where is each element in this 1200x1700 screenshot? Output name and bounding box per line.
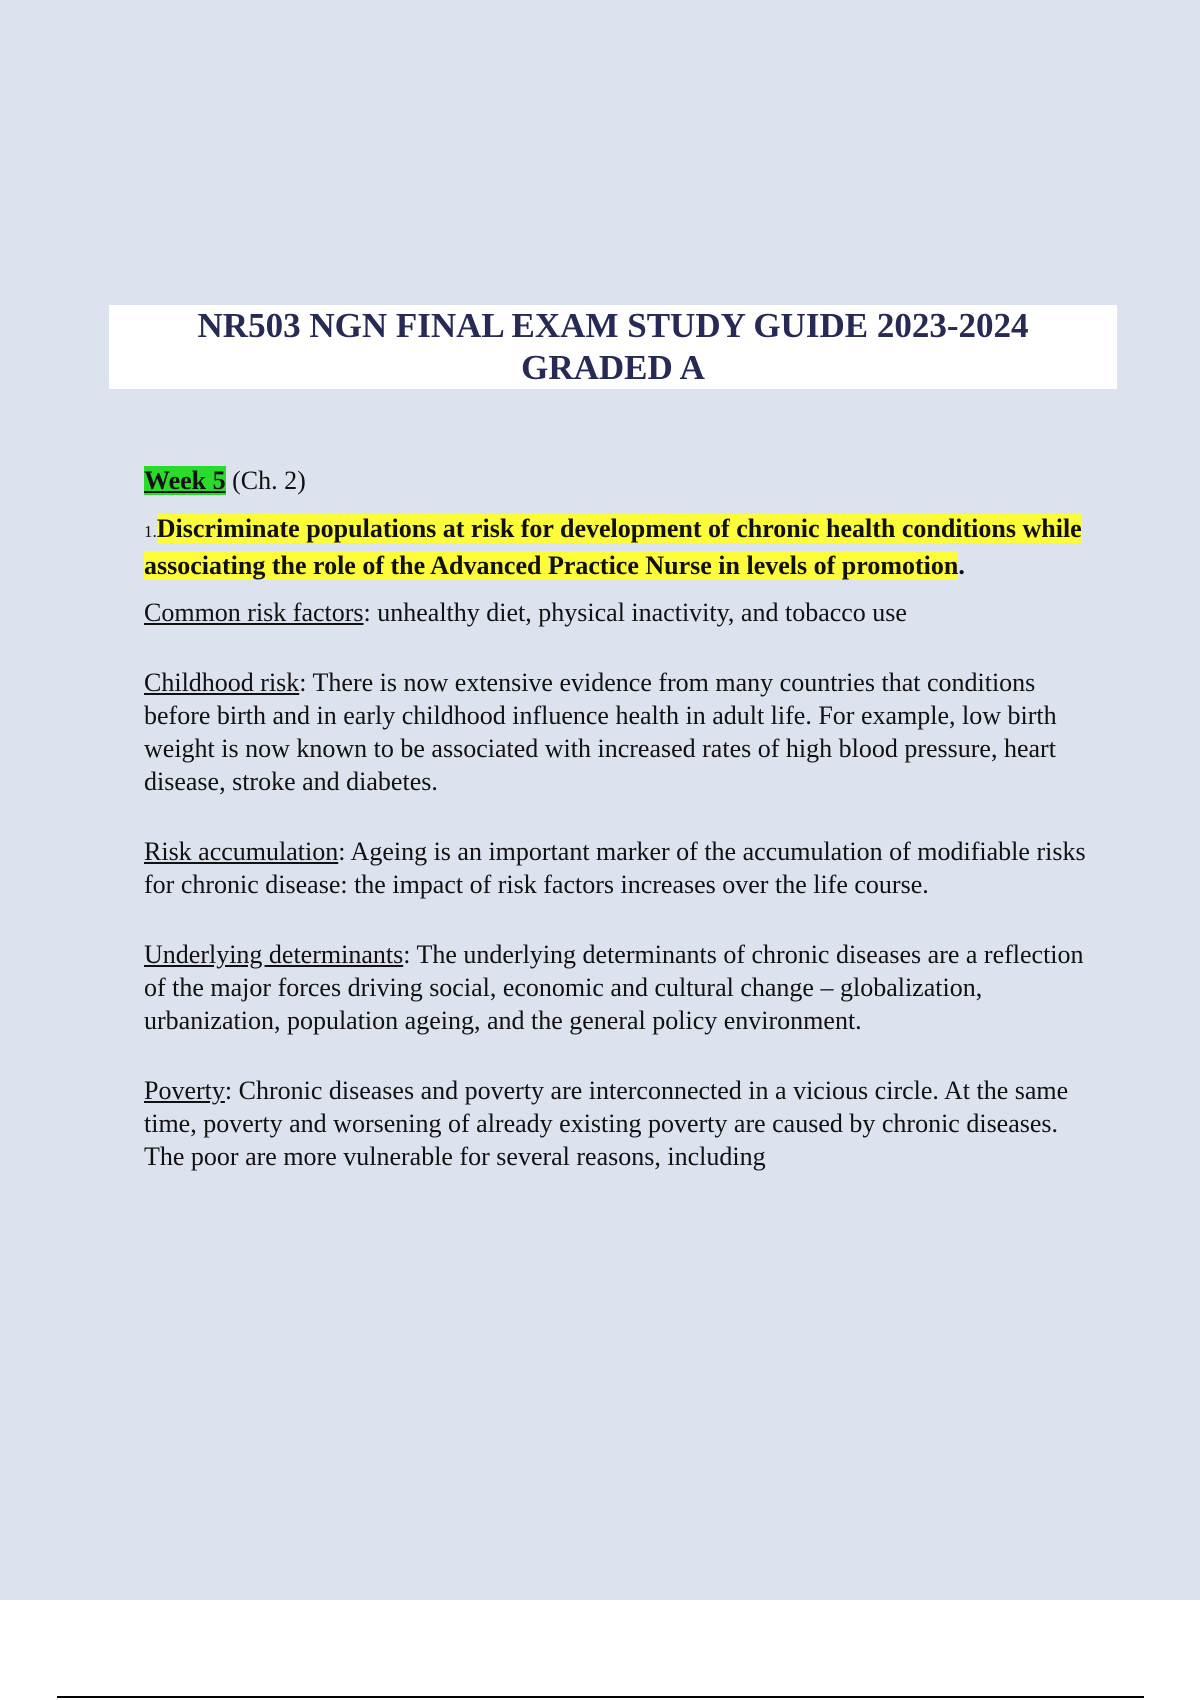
paragraph-poverty xyxy=(144,1074,1104,1173)
page-title-line-1: NR503 NGN FINAL EXAM STUDY GUIDE 2023-2024 xyxy=(197,306,1029,345)
week-label: Week 5 xyxy=(144,466,226,495)
paragraph-term: Childhood risk xyxy=(144,668,300,697)
paragraph-risk-accumulation xyxy=(144,835,1104,901)
paragraph-text: : The underlying determinants of chronic diseases are a reflection of the major forces driving social, economic and cultural change – globalization, urbanization, population ageing, and the general policy environment. xyxy=(144,940,1084,1035)
paragraph-term: Risk accumulation xyxy=(144,837,339,866)
week-chapter: (Ch. 2) xyxy=(225,466,306,495)
paragraph-text: : unhealthy diet, physical inactivity, and tobacco use xyxy=(363,598,907,627)
title-banner xyxy=(109,305,1117,389)
paragraph-text: : Chronic diseases and poverty are interconnected in a vicious circle. At the same time, poverty and worsening of already existing poverty are caused by chronic diseases. The poor are more vulnerable for several reasons, including xyxy=(144,1076,1069,1171)
study-guide-content xyxy=(144,464,1104,1210)
objective-number: 1. xyxy=(144,522,157,541)
footer-divider xyxy=(57,1696,1144,1698)
paragraph-term: Common risk factors xyxy=(144,598,364,627)
paragraph-childhood-risk xyxy=(144,666,1104,798)
paragraph-term: Poverty xyxy=(144,1076,225,1105)
week-heading xyxy=(144,464,1104,498)
objective-text: Discriminate populations at risk for development of chronic health conditions while associating the role of the Advanced Practice Nurse in levels of promotion xyxy=(144,514,1082,580)
paragraph-text: : There is now extensive evidence from many countries that conditions before birth and in early childhood influence health in adult life. For example, low birth weight is now known to be associated with increased rates of high blood pressure, heart disease, stroke and diabetes. xyxy=(144,668,1057,796)
objective-heading xyxy=(144,512,1104,583)
paragraph-underlying-determinants xyxy=(144,938,1104,1037)
paragraph-text: : Ageing is an important marker of the accumulation of modifiable risks for chronic disease: the impact of risk factors increases over the life course. xyxy=(144,837,1086,899)
page-title-line-2: GRADED A xyxy=(521,348,705,387)
paragraph-common-risk-factors xyxy=(144,596,1104,629)
objective-end-punct: . xyxy=(958,551,965,580)
paragraph-term: Underlying determinants xyxy=(144,940,404,969)
